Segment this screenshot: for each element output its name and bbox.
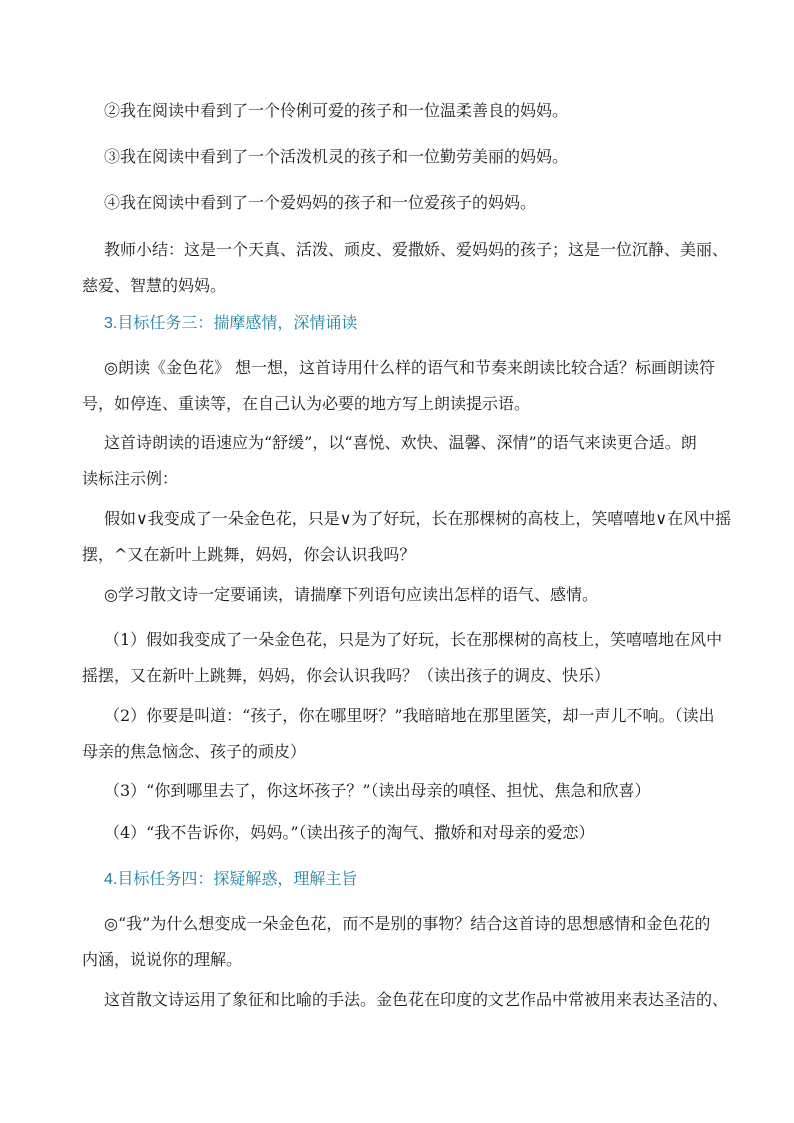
why-question (82, 906, 732, 978)
question-2-line-1: （2）你要是叫道：“孩子，你在哪里呀？”我暗暗地在那里匿笑，却一声儿不响。（读出 (104, 706, 715, 725)
annotation-example-line-1: 假如∨我变成了一朵金色花，只是∨为了好玩，长在那棵树的高枝上，笑嘻嘻地∨在风中摇 (104, 509, 732, 528)
task-3-number: 3. (104, 315, 118, 332)
teacher-summary-line-2: 慈爱、智慧的妈妈。 (82, 276, 227, 295)
question-2 (82, 698, 732, 770)
annotation-example-line-2: 摆，^又在新叶上跳舞，妈妈，你会认识我吗？ (82, 545, 416, 564)
read-aloud-line-1: ◎朗读《金色花》 想一想，这首诗用什么样的语气和节奏来朗读比较合适？标画朗读符 (104, 358, 716, 377)
task-3-title: 目标任务三：揣摩感情，深情诵读 (117, 313, 358, 332)
reading-item-2: ②我在阅读中看到了一个伶俐可爱的孩子和一位温柔善良的妈妈。 (104, 101, 569, 120)
question-1-line-2: 摇摆，又在新叶上跳舞，妈妈，你会认识我吗？（读出孩子的调皮、快乐） (82, 666, 611, 685)
task-3-heading (104, 305, 754, 342)
teacher-summary (82, 232, 732, 304)
why-question-line-1: ◎“我”为什么想变成一朵金色花，而不是别的事物？结合这首诗的思想感情和金色花的 (104, 914, 711, 933)
teacher-summary-line-1: 教师小结：这是一个天真、活泼、顽皮、爱撒娇、爱妈妈的孩子；这是一位沉静、美丽、 (104, 240, 729, 259)
reading-speed-line-1: 这首诗朗读的语速应为“舒缓”，以“喜悦、欢快、温馨、深情”的语气来读更合适。朗 (104, 433, 697, 452)
read-aloud-instruction (82, 350, 732, 422)
question-1 (82, 622, 732, 694)
recitation-prompt: ◎学习散文诗一定要诵读，请揣摩下列语句应读出怎样的语气、感情。 (104, 585, 598, 604)
question-4: （4）“我不告诉你，妈妈。”（读出孩子的淘气、撒娇和对母亲的爱恋） (104, 823, 595, 842)
question-3: （3）“你到哪里去了，你这坏孩子？”（读出母亲的嗔怪、担忧、焦急和欣喜） (104, 781, 651, 800)
reading-speed-line-2: 读标注示例： (82, 469, 179, 488)
task-4-title: 目标任务四：探疑解惑，理解主旨 (117, 869, 358, 888)
question-1-line-1: （1）假如我变成了一朵金色花，只是为了好玩，长在那棵树的高枝上，笑嘻嘻地在风中 (104, 630, 723, 649)
annotation-example (82, 501, 732, 573)
task-4-heading (104, 861, 754, 898)
reading-item-3: ③我在阅读中看到了一个活泼机灵的孩子和一位勤劳美丽的妈妈。 (104, 147, 569, 166)
task-4-number: 4. (104, 871, 118, 888)
why-question-line-2: 内涵，说说你的理解。 (82, 950, 243, 969)
question-2-line-2: 母亲的焦急恼念、孩子的顽皮） (82, 742, 307, 761)
closing-paragraph: 这首散文诗运用了象征和比喻的手法。金色花在印度的文艺作品中常被用来表达圣洁的、 (104, 990, 729, 1009)
reading-item-4: ④我在阅读中看到了一个爱妈妈的孩子和一位爱孩子的妈妈。 (104, 193, 537, 212)
read-aloud-line-2: 号，如停连、重读等，在自己认为必要的地方写上朗读提示语。 (82, 394, 531, 413)
reading-speed-paragraph (82, 425, 732, 497)
